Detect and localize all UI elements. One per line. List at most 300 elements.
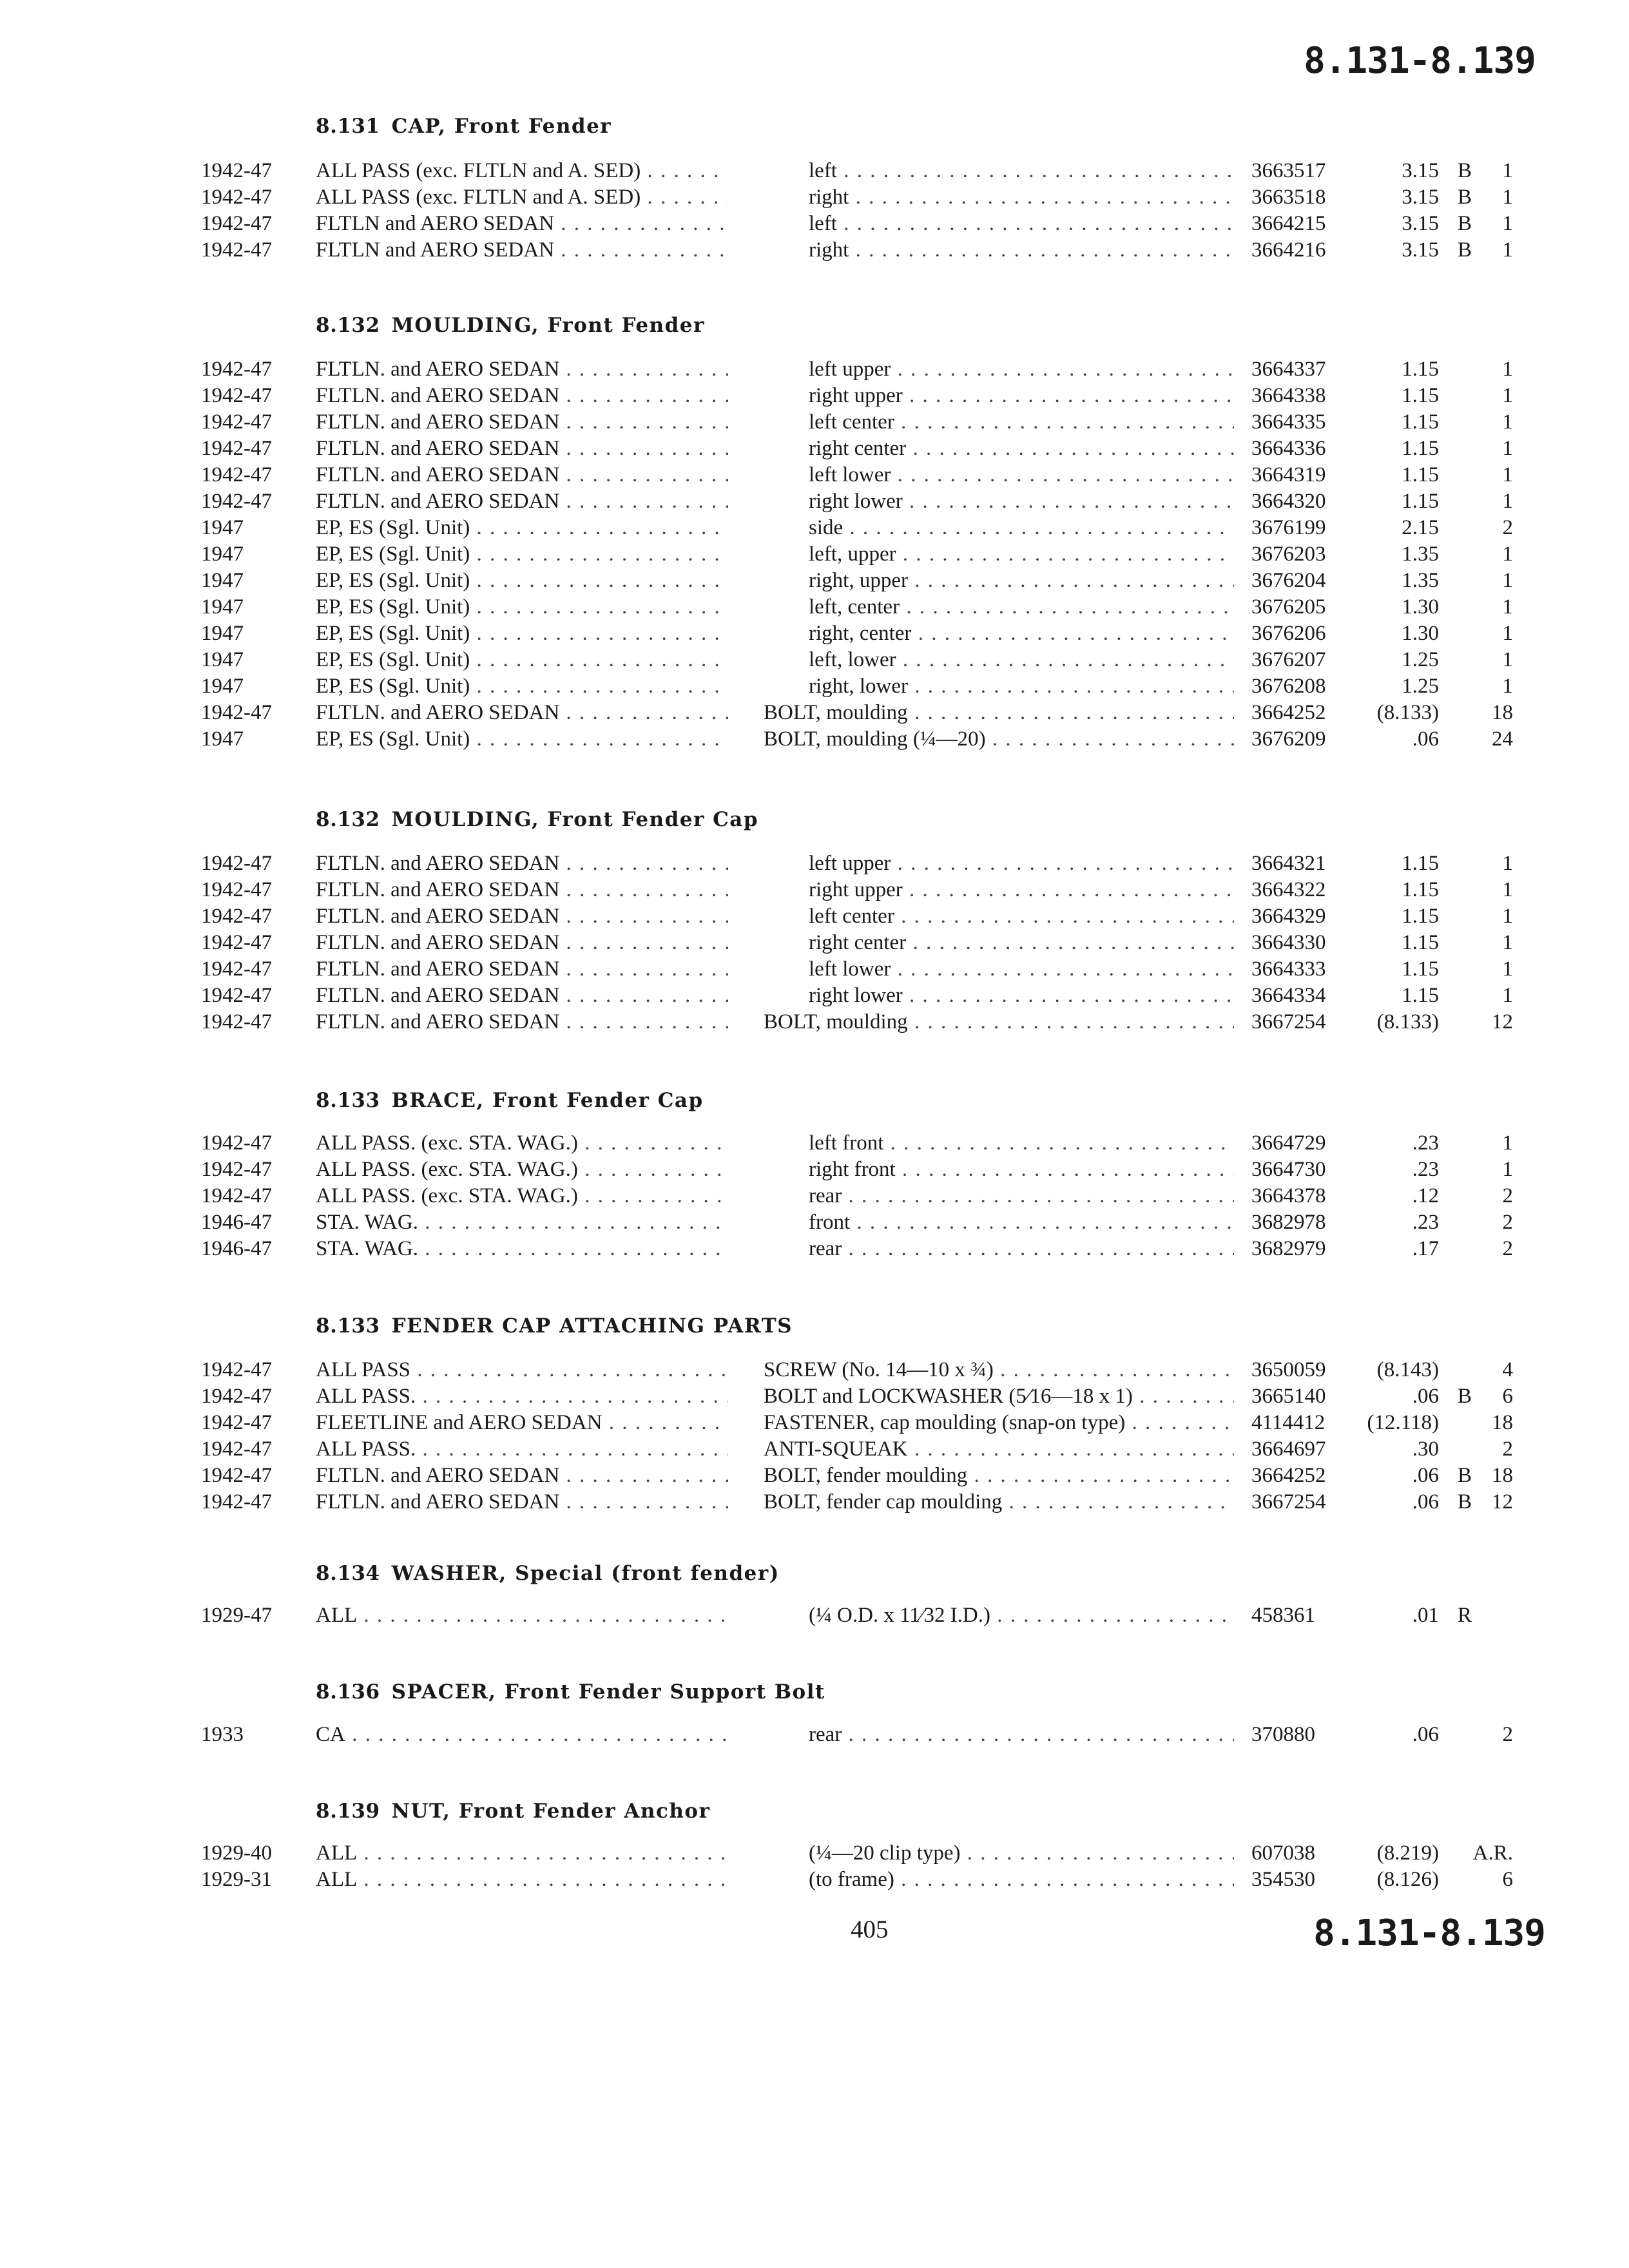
table-row [0, 1236, 1629, 1262]
price-cell-text: .30 [1412, 1437, 1439, 1461]
description-cell-text: rear . . . [809, 1237, 1234, 1260]
year-cell-text: 1942-47 [201, 410, 272, 434]
price-cell [1402, 850, 1439, 877]
section-title [316, 314, 705, 337]
quantity-cell-text: 12 [1492, 1010, 1513, 1033]
model-cell [316, 956, 728, 983]
quantity-cell-text: 1 [1502, 490, 1513, 513]
year-cell [201, 903, 272, 930]
year-cell [201, 356, 272, 383]
quantity-cell-text: 2 [1502, 1723, 1513, 1746]
model-cell [316, 673, 728, 700]
part-number-cell [1251, 356, 1326, 383]
description-cell-text: BOLT, fender moulding . . . [764, 1464, 1234, 1487]
model-cell-text: ALL . . . [316, 1868, 728, 1891]
price-cell [1412, 1383, 1439, 1410]
table-row [0, 647, 1629, 673]
year-cell [201, 568, 244, 594]
section-title [316, 1800, 710, 1823]
table-row [0, 956, 1629, 983]
price-cell-text: (8.126) [1376, 1868, 1439, 1891]
code-cell-text: B [1458, 1490, 1472, 1514]
quantity-cell-text: 4 [1502, 1358, 1513, 1381]
part-number-cell [1251, 726, 1326, 753]
year-cell-text: 1942-47 [201, 212, 272, 235]
model-cell-text: FLTLN. and AERO SEDAN . . . [316, 701, 728, 724]
description-cell [809, 673, 1234, 700]
description-cell [809, 237, 1234, 264]
description-cell [809, 383, 1234, 409]
description-cell [809, 158, 1234, 184]
part-number-cell-text: 3663517 [1251, 159, 1326, 182]
description-cell-text: right upper . . . [809, 384, 1234, 407]
year-cell [201, 184, 272, 211]
table-row [0, 1357, 1629, 1383]
model-cell-text: FLTLN. and AERO SEDAN . . . [316, 463, 728, 486]
code-cell [1458, 1602, 1472, 1629]
year-cell-text: 1942-47 [201, 159, 272, 182]
price-cell-text: .06 [1412, 1723, 1439, 1746]
part-number-cell [1251, 930, 1326, 956]
model-cell [316, 700, 728, 726]
table-row [0, 184, 1629, 211]
part-number-cell-text: 354530 [1251, 1868, 1315, 1891]
parts-table [0, 158, 1629, 264]
part-number-cell-text: 3664333 [1251, 957, 1326, 981]
model-cell-text: FLTLN. and AERO SEDAN . . . [316, 905, 728, 928]
year-cell-text: 1946-47 [201, 1211, 272, 1234]
section-heading: WASHER, Special (front fender) [391, 1562, 780, 1585]
description-cell [764, 700, 1234, 726]
code-cell [1458, 1489, 1472, 1515]
table-row [0, 211, 1629, 237]
model-cell [316, 488, 728, 515]
part-number-cell-text: 3676207 [1251, 648, 1326, 671]
model-cell-text: ALL . . . [316, 1604, 728, 1627]
year-cell [201, 211, 272, 237]
part-number-cell [1251, 436, 1326, 462]
model-cell-text: EP, ES (Sgl. Unit) . . . [316, 595, 728, 619]
quantity-cell-text: 1 [1502, 878, 1513, 901]
price-cell-text: 1.25 [1402, 675, 1439, 698]
price-cell-text: (8.143) [1376, 1358, 1439, 1381]
quantity-cell [1503, 237, 1514, 264]
part-number-cell-text: 3664320 [1251, 490, 1326, 513]
price-cell-text: 1.25 [1402, 648, 1439, 671]
quantity-cell [1492, 1410, 1513, 1436]
part-number-cell-text: 3667254 [1251, 1010, 1326, 1033]
year-cell-text: 1942-47 [201, 1158, 272, 1181]
year-cell-text: 1942-47 [201, 931, 272, 954]
part-number-cell [1251, 237, 1326, 264]
quantity-cell-text: 1 [1502, 437, 1513, 460]
price-cell-text: .23 [1412, 1211, 1439, 1234]
section-number: 8.136 [316, 1680, 380, 1704]
table-row [0, 1867, 1629, 1893]
part-number-cell-text: 3664321 [1251, 852, 1326, 875]
quantity-cell [1503, 158, 1514, 184]
quantity-cell-text: 1 [1502, 212, 1513, 235]
quantity-cell [1503, 930, 1514, 956]
year-cell [201, 930, 272, 956]
description-cell-text: right lower . . . [809, 984, 1234, 1007]
section-title [316, 1562, 780, 1585]
year-cell-text: 1929-31 [201, 1868, 272, 1891]
page-number: 405 [851, 1916, 889, 1943]
year-cell-text: 1942-47 [201, 358, 272, 381]
year-cell-text: 1947 [201, 622, 244, 645]
code-cell-text: B [1458, 186, 1472, 209]
table-row [0, 1130, 1629, 1157]
model-cell-text: ALL PASS (exc. FLTLN and A. SED) . . . [316, 186, 728, 209]
quantity-cell [1492, 726, 1513, 753]
price-cell [1402, 647, 1439, 673]
year-cell [201, 541, 244, 568]
description-cell [809, 620, 1234, 647]
price-cell [1412, 1183, 1439, 1209]
parts-table [0, 1602, 1629, 1629]
table-row [0, 1383, 1629, 1410]
model-cell [316, 1236, 728, 1262]
section-number: 8.133 [316, 1314, 380, 1338]
part-number-cell-text: 3664330 [1251, 931, 1326, 954]
part-number-cell-text: 3664329 [1251, 905, 1326, 928]
model-cell-text: FLTLN. and AERO SEDAN . . . [316, 957, 728, 981]
year-cell [201, 1383, 272, 1410]
table-row [0, 620, 1629, 647]
table-row [0, 903, 1629, 930]
description-cell [764, 1463, 1234, 1489]
description-cell-text: left center . . . [809, 905, 1234, 928]
part-number-cell [1251, 515, 1326, 541]
price-cell-text: .01 [1412, 1604, 1439, 1627]
year-cell-text: 1947 [201, 543, 244, 566]
model-cell-text: FLTLN and AERO SEDAN . . . [316, 238, 728, 262]
code-cell [1458, 1463, 1472, 1489]
description-cell [764, 1357, 1234, 1383]
price-cell-text: 1.15 [1402, 931, 1439, 954]
year-cell-text: 1947 [201, 595, 244, 619]
year-cell [201, 383, 272, 409]
year-cell [201, 1209, 272, 1236]
price-cell [1402, 515, 1439, 541]
part-number-cell [1251, 184, 1326, 211]
part-number-cell-text: 3664338 [1251, 384, 1326, 407]
year-cell-text: 1942-47 [201, 984, 272, 1007]
table-row [0, 1489, 1629, 1515]
part-number-cell [1251, 158, 1326, 184]
model-cell-text: EP, ES (Sgl. Unit) . . . [316, 516, 728, 539]
description-cell-text: left upper . . . [809, 852, 1234, 875]
table-row [0, 700, 1629, 726]
year-cell [201, 488, 272, 515]
part-number-cell-text: 3682978 [1251, 1211, 1326, 1234]
price-cell [1412, 1130, 1439, 1157]
description-cell-text: right, lower . . . [809, 675, 1234, 698]
part-number-cell [1251, 1410, 1325, 1436]
year-cell-text: 1942-47 [201, 878, 272, 901]
price-cell [1412, 1157, 1439, 1183]
quantity-cell-text: 1 [1502, 463, 1513, 486]
section-heading: SPACER, Front Fender Support Bolt [391, 1680, 825, 1704]
code-cell [1458, 1383, 1472, 1410]
year-cell [201, 1867, 272, 1893]
parts-table [0, 1357, 1629, 1515]
quantity-cell [1503, 1436, 1514, 1463]
part-number-cell-text: 3667254 [1251, 1490, 1326, 1514]
price-cell-text: (8.133) [1376, 701, 1439, 724]
part-number-cell [1251, 383, 1326, 409]
part-number-cell [1251, 647, 1326, 673]
model-cell [316, 1157, 728, 1183]
table-row [0, 436, 1629, 462]
part-number-cell [1251, 1436, 1326, 1463]
section-title [316, 1314, 793, 1338]
code-cell-text: B [1458, 159, 1472, 182]
part-number-cell [1251, 1489, 1326, 1515]
part-number-cell-text: 3664215 [1251, 212, 1326, 235]
model-cell-text: FLTLN. and AERO SEDAN . . . [316, 931, 728, 954]
code-cell-text: B [1458, 1385, 1472, 1408]
part-number-cell [1251, 956, 1326, 983]
model-cell-text: EP, ES (Sgl. Unit) . . . [316, 727, 728, 751]
price-cell [1402, 877, 1439, 903]
part-number-cell-text: 3664335 [1251, 410, 1326, 434]
quantity-cell-text: 12 [1492, 1490, 1513, 1514]
description-cell [809, 436, 1234, 462]
part-number-cell-text: 3676208 [1251, 675, 1326, 698]
model-cell-text: ALL PASS. . . . [316, 1437, 728, 1461]
model-cell [316, 1463, 728, 1489]
description-cell [764, 1383, 1234, 1410]
model-cell-text: ALL PASS. (exc. STA. WAG.) . . . [316, 1131, 728, 1155]
price-cell-text: 1.15 [1402, 358, 1439, 381]
part-number-cell-text: 3664252 [1251, 1464, 1326, 1487]
year-cell [201, 594, 244, 620]
part-number-cell-text: 370880 [1251, 1723, 1315, 1746]
description-cell [809, 409, 1234, 436]
model-cell [316, 356, 728, 383]
price-cell [1402, 184, 1439, 211]
description-cell-text: left lower . . . [809, 957, 1234, 981]
table-row [0, 488, 1629, 515]
description-cell-text: ANTI-SQUEAK . . . [764, 1437, 1234, 1461]
part-number-cell-text: 3676209 [1251, 727, 1326, 751]
model-cell [316, 1436, 728, 1463]
description-cell [809, 1867, 1234, 1893]
year-cell [201, 1602, 272, 1629]
part-number-cell [1251, 594, 1326, 620]
quantity-cell-text: A.R. [1472, 1841, 1513, 1865]
model-cell [316, 1840, 728, 1867]
quantity-cell-text: 2 [1502, 516, 1513, 539]
description-cell [764, 1489, 1234, 1515]
description-cell [809, 594, 1234, 620]
code-cell [1458, 158, 1472, 184]
table-row [0, 515, 1629, 541]
year-cell-text: 1947 [201, 569, 244, 592]
part-number-cell-text: 3664697 [1251, 1437, 1326, 1461]
price-cell [1402, 488, 1439, 515]
model-cell-text: EP, ES (Sgl. Unit) . . . [316, 543, 728, 566]
table-row [0, 383, 1629, 409]
table-row [0, 930, 1629, 956]
price-cell [1402, 383, 1439, 409]
quantity-cell [1503, 1722, 1514, 1748]
year-cell-text: 1942-47 [201, 384, 272, 407]
quantity-cell-text: 1 [1502, 1158, 1513, 1181]
table-row [0, 983, 1629, 1009]
quantity-cell-text: 2 [1502, 1184, 1513, 1207]
model-cell [316, 211, 728, 237]
parts-table [0, 1130, 1629, 1262]
price-cell-text: 3.15 [1402, 159, 1439, 182]
price-cell-text: 1.15 [1402, 984, 1439, 1007]
price-cell [1412, 1722, 1439, 1748]
description-cell [809, 1236, 1234, 1262]
quantity-cell [1503, 1209, 1514, 1236]
description-cell-text: BOLT, fender cap moulding . . . [764, 1490, 1234, 1514]
part-number-cell [1251, 1183, 1326, 1209]
model-cell-text: ALL PASS. (exc. STA. WAG.) . . . [316, 1158, 728, 1181]
section-title [316, 115, 612, 138]
year-cell [201, 1840, 272, 1867]
year-cell-text: 1947 [201, 516, 244, 539]
quantity-cell [1492, 1489, 1513, 1515]
section-number: 8.131 [316, 115, 380, 138]
model-cell [316, 1209, 728, 1236]
model-cell-text: FLTLN. and AERO SEDAN . . . [316, 984, 728, 1007]
model-cell-text: EP, ES (Sgl. Unit) . . . [316, 675, 728, 698]
description-cell-text: right center . . . [809, 437, 1234, 460]
price-cell [1402, 158, 1439, 184]
code-cell-text: B [1458, 212, 1472, 235]
price-cell-text: (8.219) [1376, 1841, 1439, 1865]
price-cell [1402, 462, 1439, 488]
part-number-cell [1251, 877, 1326, 903]
part-number-cell-text: 3676205 [1251, 595, 1326, 619]
part-number-cell-text: 3664730 [1251, 1158, 1326, 1181]
quantity-cell-text: 1 [1502, 852, 1513, 875]
price-cell-text: .23 [1412, 1131, 1439, 1155]
quantity-cell-text: 1 [1502, 1131, 1513, 1155]
year-cell [201, 1436, 272, 1463]
description-cell-text: left front . . . [809, 1131, 1234, 1155]
quantity-cell-text: 1 [1502, 384, 1513, 407]
table-row [0, 1157, 1629, 1183]
quantity-cell [1503, 877, 1514, 903]
year-cell-text: 1942-47 [201, 1131, 272, 1155]
quantity-cell [1503, 568, 1514, 594]
price-cell-text: 1.15 [1402, 957, 1439, 981]
model-cell [316, 409, 728, 436]
year-cell-text: 1942-47 [201, 1490, 272, 1514]
price-cell [1412, 1436, 1439, 1463]
quantity-cell [1503, 594, 1514, 620]
part-number-cell [1251, 983, 1326, 1009]
description-cell [809, 903, 1234, 930]
model-cell-text: ALL PASS. (exc. STA. WAG.) . . . [316, 1184, 728, 1207]
part-number-cell-text: 3664729 [1251, 1131, 1326, 1155]
year-cell [201, 1157, 272, 1183]
table-row [0, 594, 1629, 620]
price-cell [1377, 700, 1439, 726]
section-number: 8.134 [316, 1562, 380, 1585]
year-cell [201, 1410, 272, 1436]
price-cell-text: 3.15 [1402, 238, 1439, 262]
model-cell-text: FLTLN and AERO SEDAN . . . [316, 212, 728, 235]
description-cell-text: BOLT, moulding . . . [764, 701, 1234, 724]
year-cell [201, 620, 244, 647]
table-row [0, 356, 1629, 383]
model-cell-text: FLTLN. and AERO SEDAN . . . [316, 1464, 728, 1487]
part-number-cell [1251, 1157, 1326, 1183]
model-cell-text: ALL PASS (exc. FLTLN and A. SED) . . . [316, 159, 728, 182]
quantity-cell [1503, 1357, 1514, 1383]
model-cell-text: FLTLN. and AERO SEDAN . . . [316, 437, 728, 460]
description-cell-text: right . . . [809, 186, 1234, 209]
table-row [0, 1410, 1629, 1436]
quantity-cell [1503, 850, 1514, 877]
part-number-cell [1251, 1357, 1326, 1383]
description-cell-text: side . . . [809, 516, 1234, 539]
page-reference-header: 8.131-8.139 [1304, 40, 1536, 82]
part-number-cell-text: 3663518 [1251, 186, 1326, 209]
part-number-cell [1251, 1463, 1326, 1489]
model-cell [316, 903, 728, 930]
description-cell-text: right lower . . . [809, 490, 1234, 513]
quantity-cell [1503, 541, 1514, 568]
description-cell-text: BOLT, moulding . . . [764, 1010, 1234, 1033]
part-number-cell-text: 3676199 [1251, 516, 1326, 539]
description-cell [809, 488, 1234, 515]
price-cell-text: 1.15 [1402, 463, 1439, 486]
description-cell [764, 1436, 1234, 1463]
quantity-cell [1503, 956, 1514, 983]
part-number-cell [1251, 673, 1326, 700]
part-number-cell [1251, 1130, 1326, 1157]
price-cell [1402, 541, 1439, 568]
section-number: 8.139 [316, 1800, 380, 1823]
quantity-cell [1492, 1463, 1513, 1489]
quantity-cell-text: 2 [1502, 1211, 1513, 1234]
price-cell-text: 1.30 [1402, 622, 1439, 645]
quantity-cell-text: 2 [1502, 1437, 1513, 1461]
quantity-cell [1503, 1157, 1514, 1183]
section-heading: CAP, Front Fender [391, 115, 612, 138]
description-cell-text: left, upper . . . [809, 543, 1234, 566]
quantity-cell [1503, 436, 1514, 462]
price-cell-text: .06 [1412, 1464, 1439, 1487]
part-number-cell [1251, 409, 1326, 436]
model-cell [316, 436, 728, 462]
model-cell-text: STA. WAG. . . . [316, 1211, 728, 1234]
year-cell-text: 1942-47 [201, 1464, 272, 1487]
table-row [0, 673, 1629, 700]
year-cell [201, 409, 272, 436]
table-row [0, 541, 1629, 568]
part-number-cell [1251, 620, 1326, 647]
quantity-cell-text: 1 [1502, 186, 1513, 209]
quantity-cell [1503, 184, 1514, 211]
part-number-cell-text: 3664216 [1251, 238, 1326, 262]
quantity-cell-text: 1 [1502, 410, 1513, 434]
description-cell [809, 956, 1234, 983]
model-cell [316, 620, 728, 647]
code-cell [1458, 211, 1472, 237]
part-number-cell-text: 3682979 [1251, 1237, 1326, 1260]
quantity-cell-text: 1 [1502, 543, 1513, 566]
